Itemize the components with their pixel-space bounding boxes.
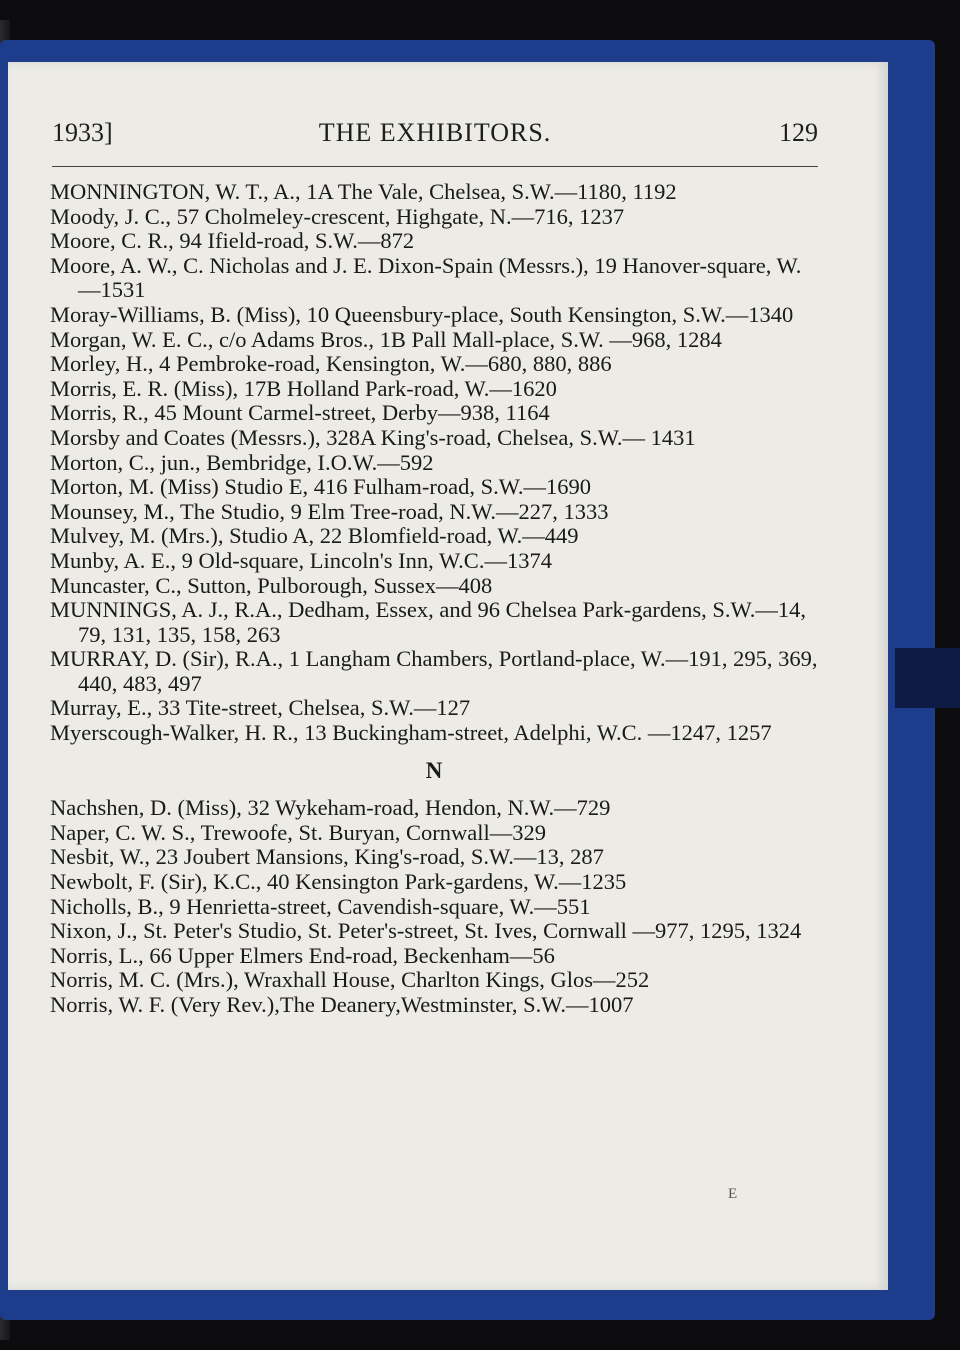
page-header	[52, 118, 818, 167]
exhibitor-list-n	[50, 796, 818, 1017]
signature-mark: E	[728, 1186, 738, 1202]
header-year: 1933]	[52, 118, 113, 147]
exhibitor-entry: Muncaster, C., Sutton, Pulborough, Sussex—408	[50, 572, 493, 598]
exhibitor-entry: Norris, M. C. (Mrs.), Wraxhall House, Charlton Kings, Glos—252	[50, 967, 650, 993]
exhibitor-entry: Norris, L., 66 Upper Elmers End-road, Beckenham—56	[50, 942, 555, 968]
exhibitor-entry: MONNINGTON, W. T., A., 1A The Vale, Chelsea, S.W.—1180, 1192	[50, 179, 677, 204]
section-letter: N	[425, 757, 443, 783]
header-page-number: 129	[779, 118, 818, 147]
exhibitor-entry: Munby, A. E., 9 Old-square, Lincoln's Inn, W.C.—1374	[50, 547, 552, 573]
exhibitor-entry: Nesbit, W., 23 Joubert Mansions, King's-road, S.W.—13, 287	[50, 844, 604, 870]
exhibitor-entry: Moore, A. W., C. Nicholas and J. E. Dixon-Spain (Messrs.), 19 Hanover-square, W.—1531	[50, 252, 802, 303]
exhibitor-entry: Morsby and Coates (Messrs.), 328A King's-road, Chelsea, S.W.— 1431	[50, 424, 696, 450]
exhibitor-entry: Nicholls, B., 9 Henrietta-street, Cavendish-square, W.—551	[50, 893, 591, 919]
exhibitor-entry: Morton, M. (Miss) Studio E, 416 Fulham-road, S.W.—1690	[50, 474, 592, 500]
exhibitor-entry: Norris, W. F. (Very Rev.),The Deanery,Westminster, S.W.—1007	[50, 992, 634, 1017]
exhibitor-entry: Naper, C. W. S., Trewoofe, St. Buryan, Cornwall—329	[50, 819, 546, 845]
exhibitor-entry: Moray-Williams, B. (Miss), 10 Queensbury-place, South Kensington, S.W.—1340	[50, 301, 794, 327]
exhibitor-entry: Morley, H., 4 Pembroke-road, Kensington, W.—680, 880, 886	[50, 351, 612, 377]
exhibitor-list	[50, 180, 818, 1018]
header-title: THE EXHIBITORS.	[318, 118, 552, 147]
bookmark-ribbon	[895, 648, 960, 708]
exhibitor-entry: Moody, J. C., 57 Cholmeley-crescent, Highgate, N.—716, 1237	[50, 203, 625, 229]
exhibitor-entry: Newbolt, F. (Sir), K.C., 40 Kensington Park-gardens, W.—1235	[50, 869, 627, 895]
exhibitor-entry: Murray, E., 33 Tite-street, Chelsea, S.W.—127	[50, 695, 471, 721]
exhibitor-entry: Morris, R., 45 Mount Carmel-street, Derby—938, 1164	[50, 400, 550, 426]
exhibitor-entry: Mulvey, M. (Mrs.), Studio A, 22 Blomfield-road, W.—449	[50, 523, 579, 549]
exhibitor-entry: Mounsey, M., The Studio, 9 Elm Tree-road, N.W.—227, 1333	[50, 498, 609, 524]
exhibitor-entry: Morgan, W. E. C., c/o Adams Bros., 1B Pall Mall-place, S.W. —968, 1284	[50, 326, 722, 352]
exhibitor-entry: Morris, E. R. (Miss), 17B Holland Park-road, W.—1620	[50, 375, 557, 401]
exhibitor-entry: Nachshen, D. (Miss), 32 Wykeham-road, Hendon, N.W.—729	[50, 795, 611, 821]
exhibitor-entry: Myerscough-Walker, H. R., 13 Buckingham-street, Adelphi, W.C. —1247, 1257	[50, 720, 772, 746]
exhibitor-entry: MURRAY, D. (Sir), R.A., 1 Langham Chambers, Portland-place, W.—191, 295, 369, 440, 483, 497	[50, 646, 818, 696]
exhibitor-entry: Morton, C., jun., Bembridge, I.O.W.—592	[50, 449, 434, 475]
exhibitor-list-m	[50, 180, 818, 746]
exhibitor-entry: Moore, C. R., 94 Ifield-road, S.W.—872	[50, 228, 415, 254]
exhibitor-entry: MUNNINGS, A. J., R.A., Dedham, Essex, and 96 Chelsea Park-gardens, S.W.—14, 79, 131, 135, 158, 263	[50, 597, 806, 647]
exhibitor-entry: Nixon, J., St. Peter's Studio, St. Peter's-street, St. Ives, Cornwall —977, 1295, 1324	[50, 918, 802, 944]
